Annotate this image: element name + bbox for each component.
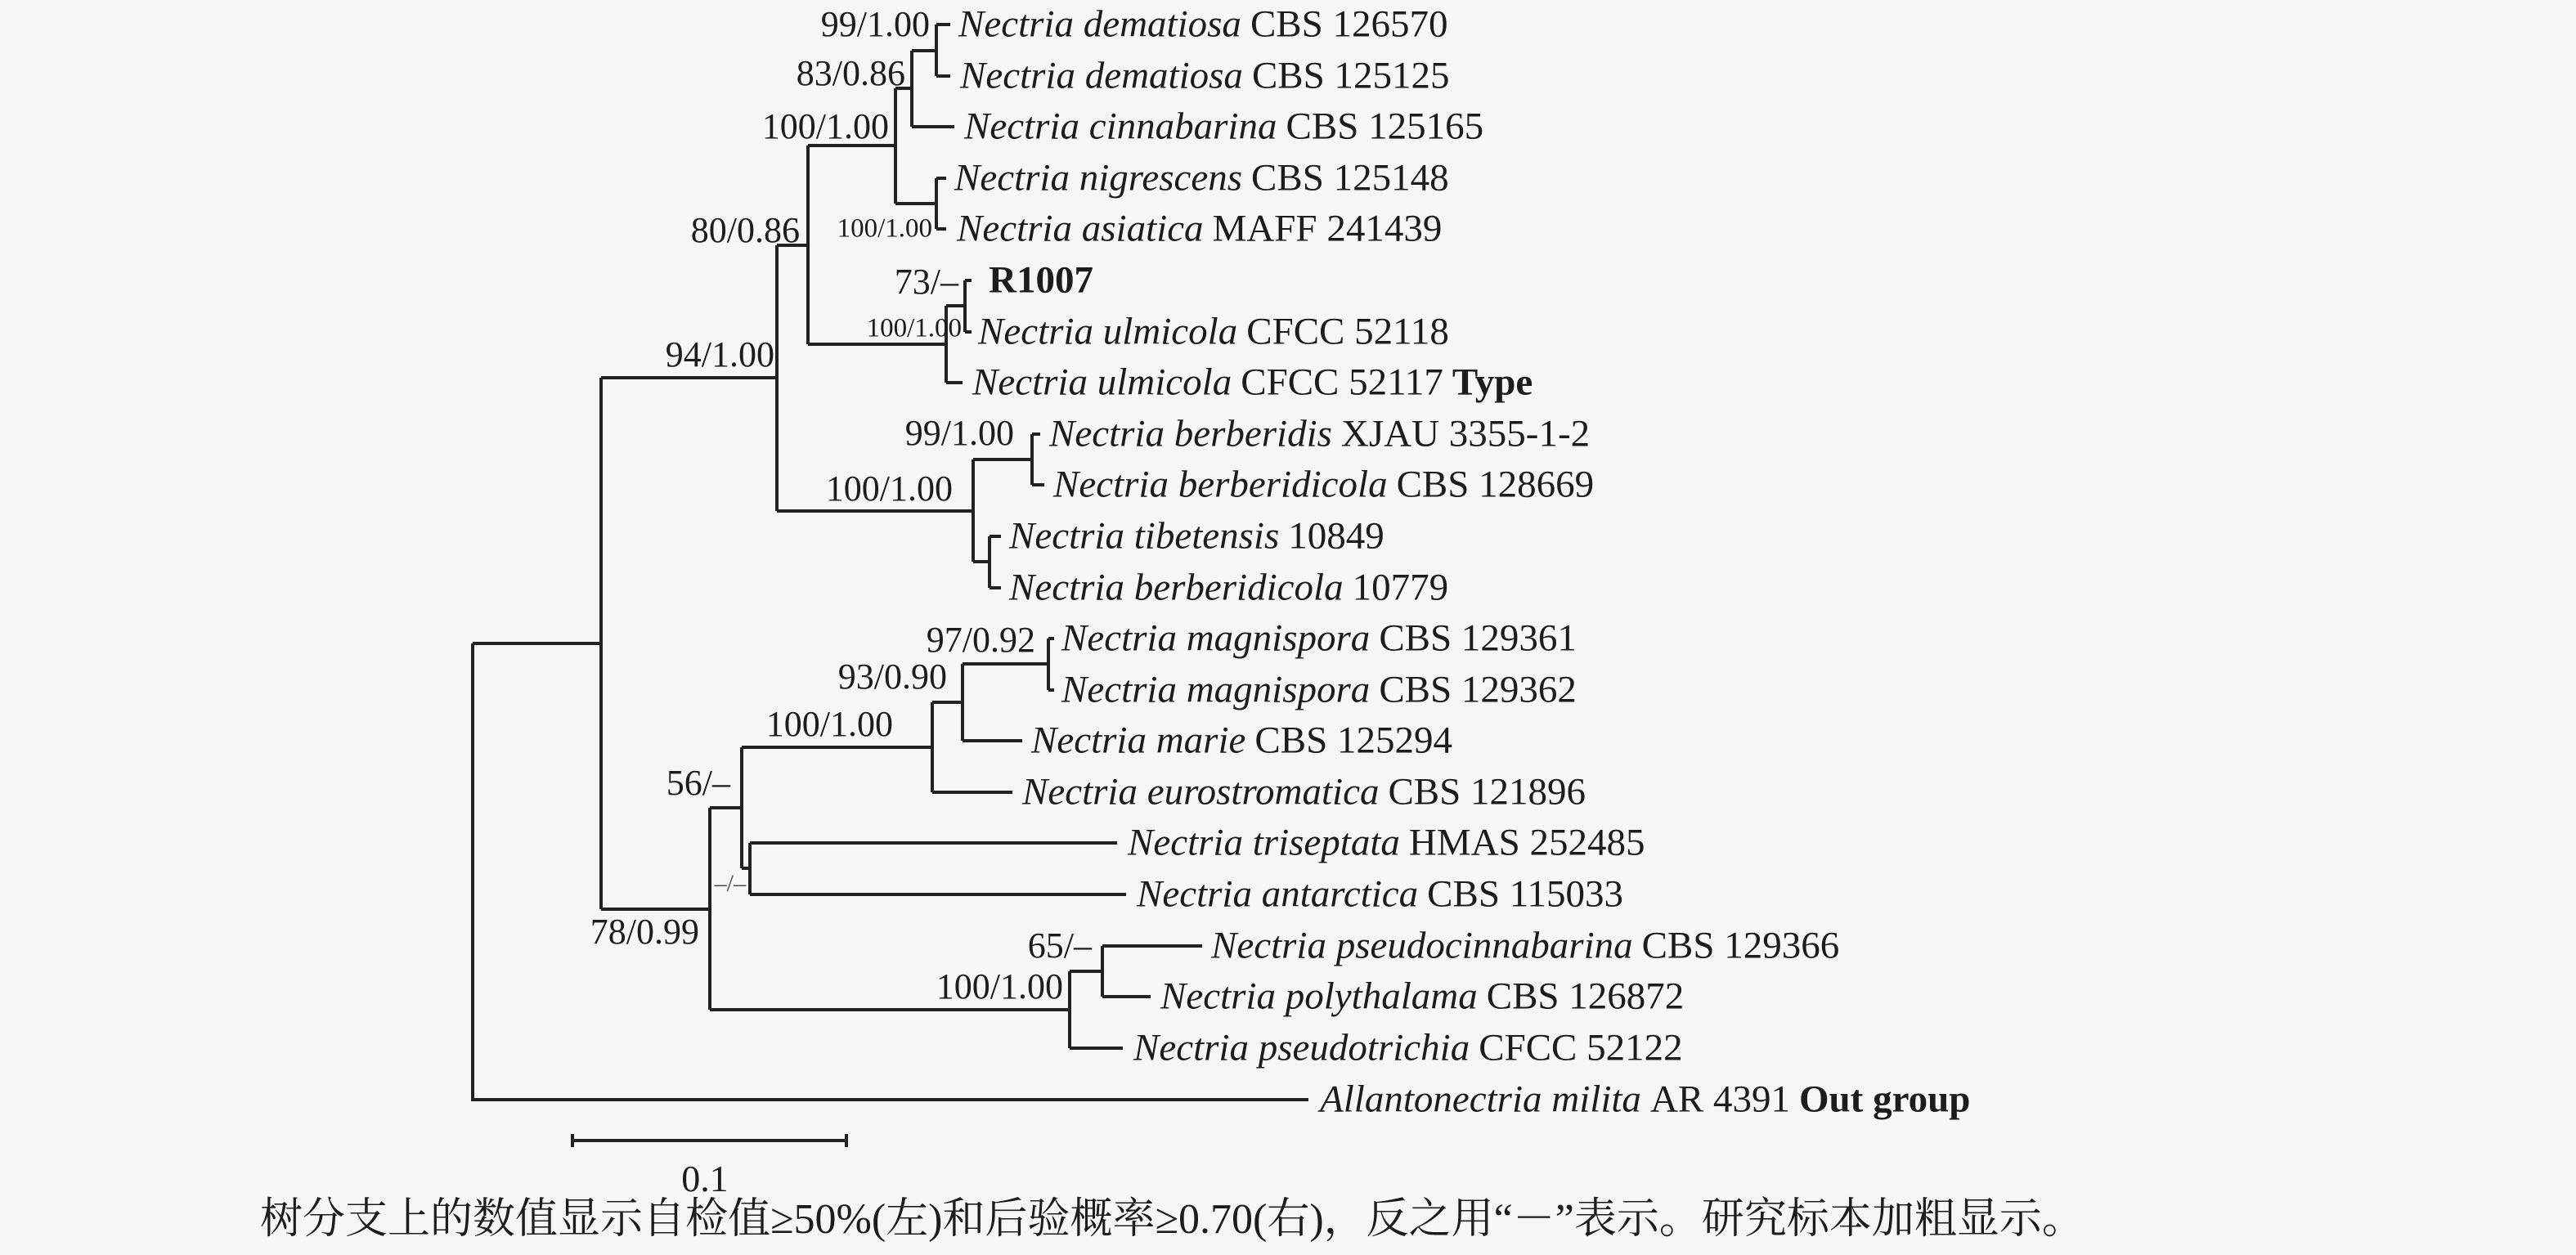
taxon-label: Nectria antarctica CBS 115033 bbox=[1137, 872, 1624, 916]
support-value: 93/0.90 bbox=[837, 657, 947, 697]
support-value: 100/1.00 bbox=[936, 966, 1063, 1006]
taxon-label: Nectria triseptata HMAS 252485 bbox=[1128, 821, 1645, 864]
support-value: 94/1.00 bbox=[665, 334, 774, 374]
taxon-label: Nectria ulmicola CFCC 52118 bbox=[978, 310, 1449, 353]
support-value: 99/1.00 bbox=[904, 413, 1014, 453]
taxon-label: Nectria eurostromatica CBS 121896 bbox=[1022, 770, 1586, 814]
taxon-label: Nectria berberidicola CBS 128669 bbox=[1053, 463, 1595, 506]
support-value: 100/1.00 bbox=[866, 313, 962, 343]
support-value: 100/1.00 bbox=[837, 213, 932, 244]
figure-caption: 树分支上的数值显示自检值≥50%(左)和后验概率≥0.70(右)，反之用“－”表示。研究标本加粗显示。 bbox=[260, 1196, 2085, 1243]
taxon-label: Nectria berberidis XJAU 3355-1-2 bbox=[1049, 412, 1591, 455]
support-value: 97/0.92 bbox=[926, 620, 1035, 660]
support-value: 65/– bbox=[1027, 926, 1092, 966]
taxon-label: Nectria marie CBS 125294 bbox=[1031, 719, 1452, 762]
support-value: 99/1.00 bbox=[820, 4, 930, 44]
taxon-label: Nectria tibetensis 10849 bbox=[1009, 514, 1384, 558]
support-value: 78/0.99 bbox=[590, 912, 699, 952]
taxon-label: Nectria dematiosa CBS 125125 bbox=[960, 54, 1450, 97]
taxon-label: Nectria dematiosa CBS 126570 bbox=[958, 2, 1448, 46]
support-value: 100/1.00 bbox=[761, 106, 889, 146]
taxon-label: Nectria polythalama CBS 126872 bbox=[1160, 975, 1685, 1018]
support-value: 100/1.00 bbox=[765, 704, 893, 744]
support-value: 100/1.00 bbox=[825, 468, 953, 509]
taxon-label: Nectria berberidicola 10779 bbox=[1009, 566, 1449, 609]
support-value: 83/0.86 bbox=[796, 53, 905, 93]
taxon-label-outgroup: Allantonectria milita AR 4391 Out group bbox=[1320, 1078, 1971, 1121]
taxon-label: Nectria magnispora CBS 129362 bbox=[1061, 668, 1577, 711]
taxon-label: Nectria pseudotrichia CFCC 52122 bbox=[1133, 1026, 1683, 1069]
taxon-label-study-specimen: R1007 bbox=[989, 258, 1093, 302]
taxon-label: Nectria magnispora CBS 129361 bbox=[1061, 616, 1577, 660]
taxon-label: Nectria nigrescens CBS 125148 bbox=[954, 156, 1449, 199]
support-value: –/– bbox=[714, 870, 746, 897]
scale-bar bbox=[572, 1134, 846, 1147]
support-value: 56/– bbox=[666, 763, 730, 803]
nectria-crown-branches bbox=[601, 378, 777, 909]
scale-bar-label: 0.1 bbox=[681, 1158, 729, 1199]
taxon-label: Nectria asiatica MAFF 241439 bbox=[957, 207, 1443, 250]
taxon-label: Nectria pseudocinnabarina CBS 129366 bbox=[1211, 924, 1840, 967]
triseptata-antarctica-branches bbox=[742, 843, 1126, 894]
taxon-label-type-strain: Nectria ulmicola CFCC 52117 Type bbox=[972, 361, 1533, 404]
berberidis-clade-branches bbox=[777, 434, 1044, 588]
support-value: 80/0.86 bbox=[690, 210, 800, 250]
support-value: 73/– bbox=[894, 262, 958, 302]
taxon-label: Nectria cinnabarina CBS 125165 bbox=[964, 105, 1484, 148]
